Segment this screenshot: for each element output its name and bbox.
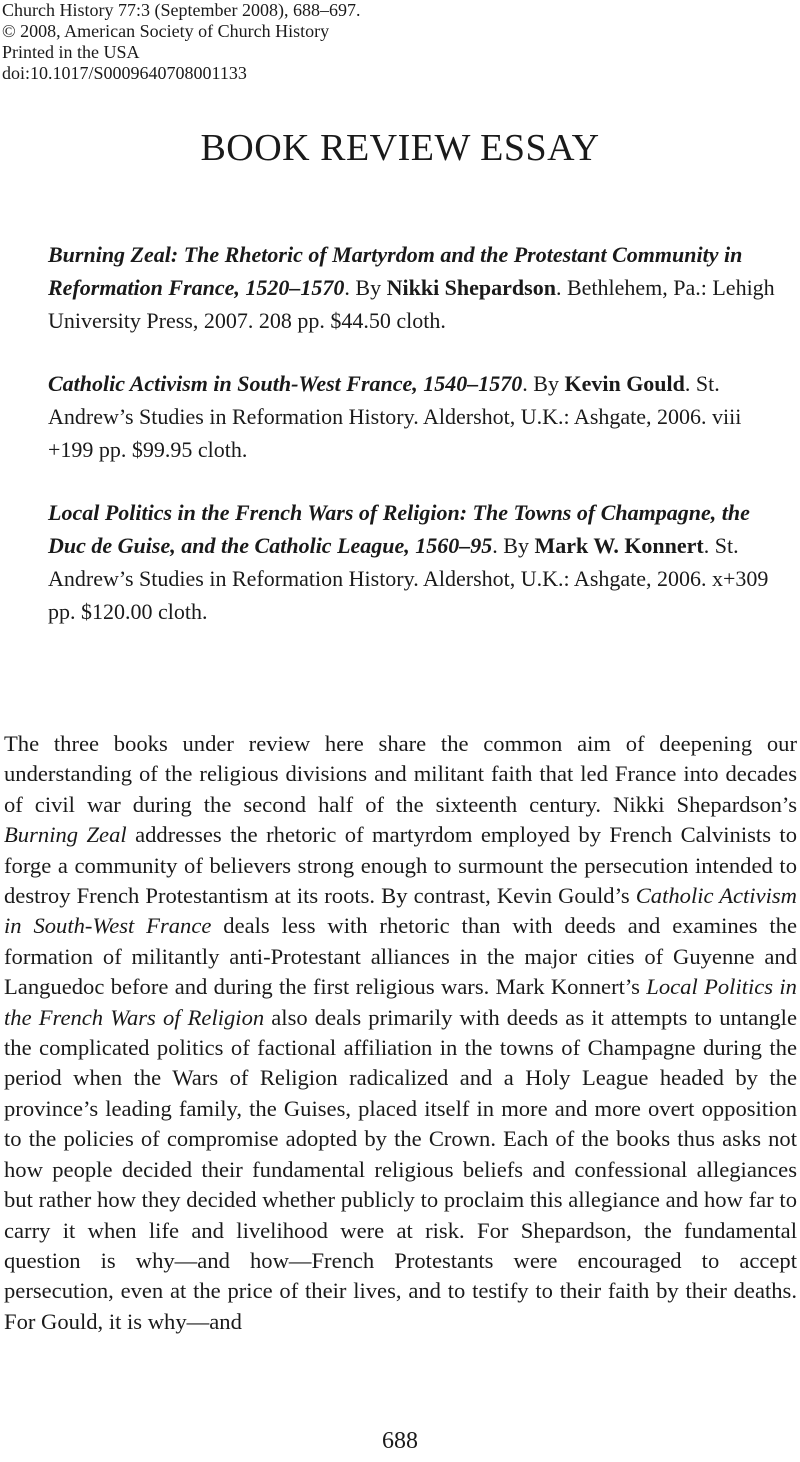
copyright-line: © 2008, American Society of Church History [2, 21, 330, 41]
publication-details: . St. Andrew’s Studies in Reformation History. Aldershot, U.K.: Ashgate, 2006. x+309 pp. $120.00 cloth. [48, 533, 769, 624]
body-text-segment: The three books under review here share the common aim of deepening our understanding of the religious divisions and militant faith that led France into decades of civil war during the second half of the sixteenth century. Nikki Shepardson’s [4, 731, 797, 817]
printed-line: Printed in the USA [2, 42, 140, 62]
book-title: Burning Zeal: The Rhetoric of Martyrdom and the Protestant Community in Reformation France, 1520–1570 [48, 242, 743, 300]
page-number: 688 [382, 1428, 418, 1454]
body-italic-title: Local Politics in the French Wars of Religion [4, 974, 797, 1030]
body-text-segment: addresses the rhetoric of martyrdom employed by French Calvinists to forge a community of believers strong enough to surmount the persecution intended to destroy French Protestantism at its roots. By contrast, Kevin Gould’s [4, 822, 797, 909]
essay-title: BOOK REVIEW ESSAY [200, 127, 600, 169]
book-citation [48, 367, 778, 466]
body-paragraph [4, 729, 797, 1337]
by-text: . By [522, 371, 565, 396]
book-author: Kevin Gould [564, 371, 685, 396]
body-text-segment: also deals primarily with deeds as it attempts to untangle the complicated politics of factional affiliation in the towns of Champagne during the period when the Wars of Religion radicalized and a Holy League headed by the province’s leading family, the Guises, placed itself in more and more overt opposition to the policies of compromise adopted by the Crown. Each of the books thus asks not how people decided their fundamental religious beliefs and confessional allegiances but rather how they decided whether publicly to proclaim this allegiance and how far to carry it when life and livelihood were at risk. For Shepardson, the fundamental question is why—and how—French Protestants were encouraged to accept persecution, even at the price of their lives, and to testify to their faith by their deaths. For Gould, it is why—and [4, 1004, 797, 1334]
body-text-segment: deals less with rhetoric than with deeds and examines the formation of militantly anti-Protestant alliances in the major cities of Guyenne and Languedoc before and during the first religious wars. Mark Konnert’s [4, 913, 798, 1000]
by-text: . By [344, 275, 387, 300]
doi-line: doi:10.1017/S0009640708001133 [2, 63, 247, 83]
book-author: Nikki Shepardson [386, 275, 556, 300]
publication-details: . St. Andrew’s Studies in Reformation History. Aldershot, U.K.: Ashgate, 2006. viii +199 pp. $99.95 cloth. [48, 371, 742, 462]
publication-details: . Bethlehem, Pa.: Lehigh University Press, 2007. 208 pp. $44.50 cloth. [48, 275, 775, 333]
reviewed-books [48, 238, 778, 658]
book-citation [48, 496, 778, 628]
book-citation [48, 238, 778, 337]
journal-metadata [2, 0, 360, 84]
book-title: Local Politics in the French Wars of Religion: The Towns of Champagne, the Duc de Guise, and the Catholic League, 1560–95 [48, 500, 750, 558]
body-italic-title: Burning Zeal [4, 822, 127, 848]
journal-citation: Church History 77:3 (September 2008), 688–697. [2, 0, 361, 20]
book-author: Mark W. Konnert [534, 533, 704, 558]
body-italic-title: Catholic Activism in South-West France [4, 883, 797, 939]
by-text: . By [492, 533, 535, 558]
book-title: Catholic Activism in South-West France, 1540–1570 [48, 371, 523, 396]
